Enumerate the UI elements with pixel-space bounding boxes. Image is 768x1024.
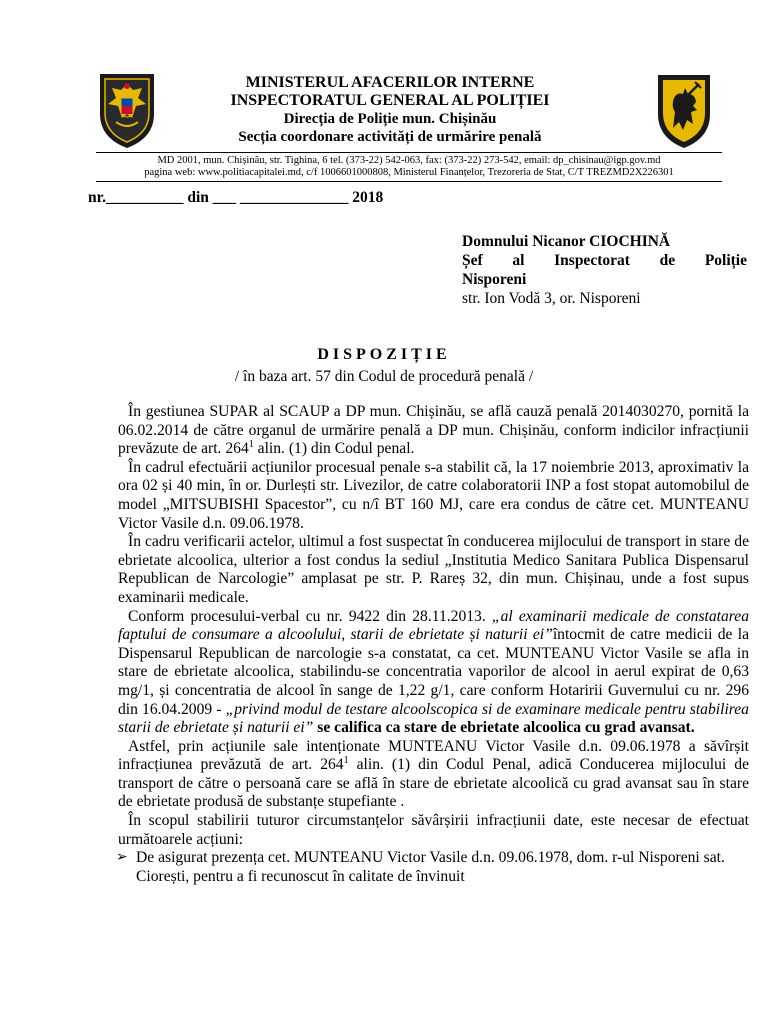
document-subtitle: / în baza art. 57 din Codul de procedură penală / [234, 368, 534, 385]
section-name: Secția coordonare activități de urmărire penală [238, 129, 542, 145]
document-title: DISPOZIȚIE [317, 346, 451, 363]
addressee-address: str. Ion Vodă 3, or. Nisporeni [462, 290, 641, 307]
contact-line-address: MD 2001, mun. Chișinău, str. Tighina, 6 tel. (373-22) 542-063, fax: (373-22) 273-542, email: dp_chisinau@igp.gov.md [157, 155, 661, 166]
coat-of-arms-icon [96, 70, 158, 150]
ministry-name: MINISTERUL AFACERILOR INTERNE [245, 74, 535, 91]
action-list-item: ➢ De asigurat prezența cet. MUNTEANU Victor Vasile d.n. 09.06.1978, dom. r-ul Nisporeni sat. Ciorești, pentru a fi recunoscut în calitate de învinuit [116, 849, 725, 885]
addressee-role-location: Nisporeni [462, 271, 527, 288]
police-lion-emblem-icon [655, 72, 713, 150]
header-divider-bottom [96, 181, 722, 182]
addressee-role: Șef al Inspectorat de Poliție [462, 252, 747, 269]
addressee-block [462, 232, 747, 308]
paragraph-1: În gestiunea SUPAR al SCAUP a DP mun. Chișinău, se află cauză penală 2014030270, pornită la 06.02.2014 de către organul de urmărire penală a DP mun. Chișinău, conform indicilor infracțiunii prevăzute de art. $264^1$ alin. (1) din Codul penal. [118, 403, 749, 458]
paragraph-4: Conform procesului-verbal cu nr. 9422 din 28.11.2013. „al examinarii medicale de constatarea faptului de consumare a alcoolului, starii de ebrietate și naturii ei”întocmit de catre medicii de la Dispensarul Republican de narcologie s-a constatat, ca cet. MUNTEANU Victor Vasile se afla in stare de ebrietate alcoolica, stabilindu-se concentratia vaporilor de alcool in aerul expirat de 0,63 mg/1, și concentratia de alcool în sange de 1,22 g/1, care conform Hotaririi Guvernului cu nr. 296 din 16.04.2009 - „privind modul de testare alcoolscopica si de examinare medicale pentru stabilirea starii de ebrietate și naturii ei” se califica ca stare de ebrietate alcoolica cu grad avansat. [118, 607, 749, 737]
addressee-name: Domnului Nicanor CIOCHINĂ [462, 233, 671, 250]
header-divider-top [96, 152, 722, 153]
letterhead [170, 74, 610, 146]
paragraph-6: În scopul stabilirii tuturor circumstanțelor săvârșirii infracțiunii date, este necesar de efectuat următoarele acțiuni: [118, 812, 749, 848]
paragraph-5: Astfel, prin acțiunile sale intenționate MUNTEANU Victor Vasile d.n. 09.06.1978 a săvîrșit infracțiunea prevăzută de art. $264^1$ alin. (1) din Codul Penal, adică Conducerea mijlocului de transport de către o persoană care se află în stare de ebrietate alcoolică cu grad avansat sau în stare de ebrietate produsă de substanțe stupefiante . [118, 737, 749, 811]
directorate-name: Direcția de Poliție mun. Chișinău [283, 111, 497, 127]
contact-block [96, 155, 722, 179]
arrow-bullet-icon: ➢ [116, 850, 128, 866]
document-number-line: nr.__________ din ___ ______________ 2018 [88, 189, 384, 206]
document-body [118, 403, 749, 886]
paragraph-2: În cadrul efectuării acțiunilor procesual penale s-a stabilit că, la 17 noiembrie 2013, aproximativ la ora 02 și 40 min, în or. Durlești str. Livezilor, de catre colaboratorii INP a fost stopat automobilul de model „MITSUBISHI Spacestor”, cu n/î BT 160 MJ, care era condus de către cet. MUNTEANU Victor Vasile d.n. 09.06.1978. [118, 458, 749, 532]
paragraph-3: În cadru verificarii actelor, ultimul a fost suspectat în conducerea mijlocului de transport in stare de ebrietate alcoolica, ulterior a fost condus la sediul „Institutia Medico Sanitara Publica Dispensarul Republican de Narcologie” amplasat pe str. P. Rareș 32, din mun. Chișinau, unde a fost supus examinarii medicale. [118, 533, 749, 606]
inspectorate-name: INSPECTORATUL GENERAL AL POLIȚIEI [230, 92, 550, 109]
contact-line-web: pagina web: www.politiacapitalei.md, c/f 1006601000808, Ministerul Finanțelor, Trezoreria de Stat, C/T TREZMD2X226301 [144, 167, 674, 178]
